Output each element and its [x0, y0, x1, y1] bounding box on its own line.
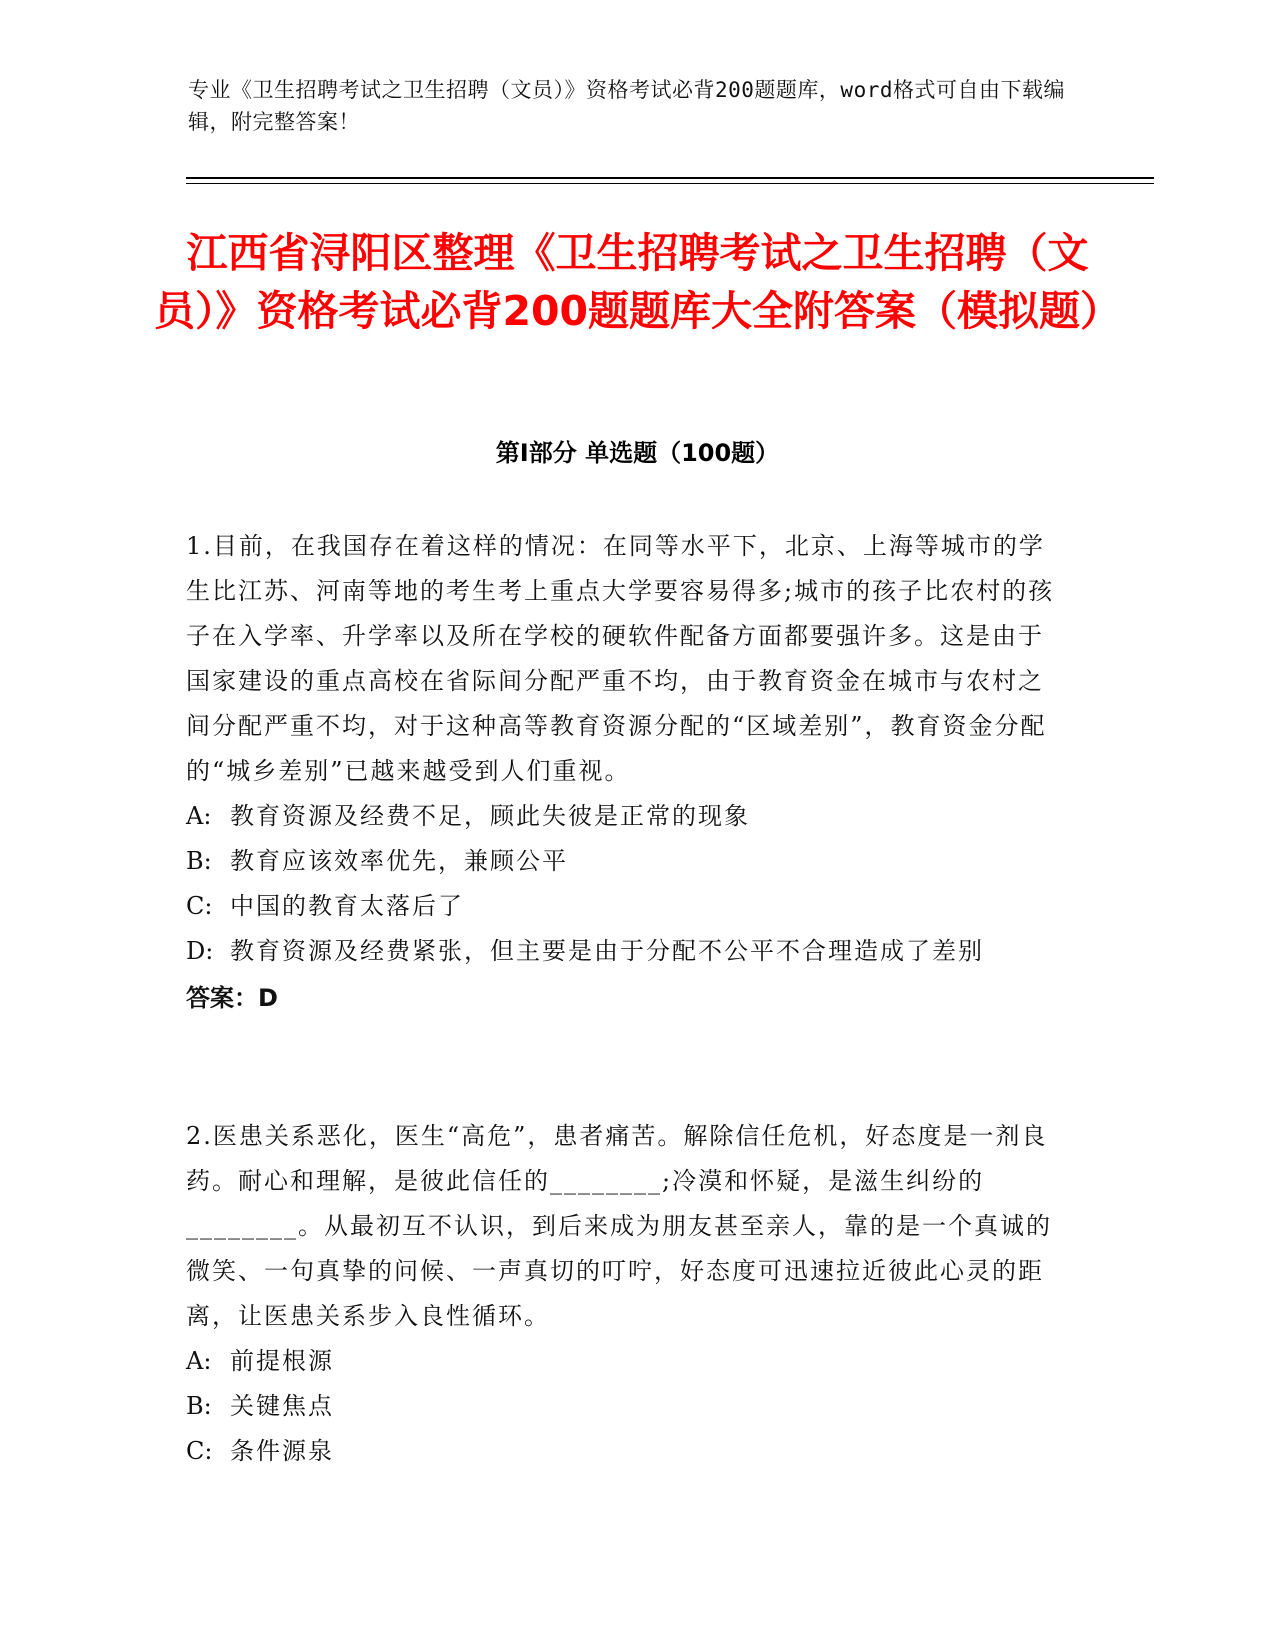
- question-stem: 2.医患关系恶化，医生“高危”，患者痛苦。解除信任危机，好态度是一剂良药。耐心和理解，是彼此信任的________;冷漠和怀疑，是滋生纠纷的________。从最初互不认识，到后来成为朋友甚至亲人，靠的是一个真诚的微笑、一句真挚的问候、一声真切的叮咛，好态度可迅速拉近彼此心灵的距离，让医患关系步入良性循环。: [186, 1122, 1052, 1330]
- option-key: D:: [186, 937, 214, 965]
- section-title: 第Ⅰ部分 单选题（100题）: [495, 439, 780, 467]
- option-key: A:: [186, 802, 212, 830]
- option-key: C:: [186, 1437, 213, 1465]
- option-b: [186, 1384, 1066, 1429]
- option-a: [186, 1339, 1066, 1384]
- option-key: C:: [186, 892, 213, 920]
- question-2: [186, 1114, 1066, 1474]
- document-title: 江西省浔阳区整理《卫生招聘考试之卫生招聘（文员）》资格考试必背200题题库大全附答案（模拟题）: [153, 229, 1122, 335]
- header-divider-thick: [186, 177, 1154, 179]
- question-stem: 1.目前，在我国存在着这样的情况：在同等水平下，北京、上海等城市的学生比江苏、河南等地的考生考上重点大学要容易得多;城市的孩子比农村的孩子在入学率、升学率以及所在学校的硬软件配备方面都要强许多。这是由于国家建设的重点高校在省际间分配严重不均，由于教育资金在城市与农村之间分配严重不均，对于这种高等教育资源分配的“区域差别”，教育资金分配的“城乡差别”已越来越受到人们重视。: [186, 532, 1055, 785]
- header-note: 专业《卫生招聘考试之卫生招聘（文员）》资格考试必背200题题库，word格式可自由下载编辑，附完整答案！: [188, 78, 1065, 134]
- option-c: [186, 884, 1066, 929]
- option-text: 条件源泉: [230, 1437, 334, 1465]
- answer-label: 答案：D: [186, 984, 278, 1012]
- header-divider-thin: [186, 183, 1154, 184]
- option-b: [186, 839, 1066, 884]
- option-text: 教育资源及经费不足，顾此失彼是正常的现象: [230, 802, 750, 830]
- option-text: 教育应该效率优先，兼顾公平: [230, 847, 568, 875]
- option-text: 教育资源及经费紧张，但主要是由于分配不公平不合理造成了差别: [230, 937, 984, 965]
- option-key: A:: [186, 1347, 212, 1375]
- option-text: 中国的教育太落后了: [230, 892, 464, 920]
- option-list: [186, 1339, 1066, 1474]
- question-1: [186, 524, 1066, 1021]
- option-d: [186, 929, 1066, 974]
- option-text: 前提根源: [230, 1347, 334, 1375]
- option-text: 关键焦点: [230, 1392, 334, 1420]
- option-a: [186, 794, 1066, 839]
- option-list: [186, 794, 1066, 974]
- option-key: B:: [186, 847, 212, 875]
- option-c: [186, 1429, 1066, 1474]
- option-key: B:: [186, 1392, 212, 1420]
